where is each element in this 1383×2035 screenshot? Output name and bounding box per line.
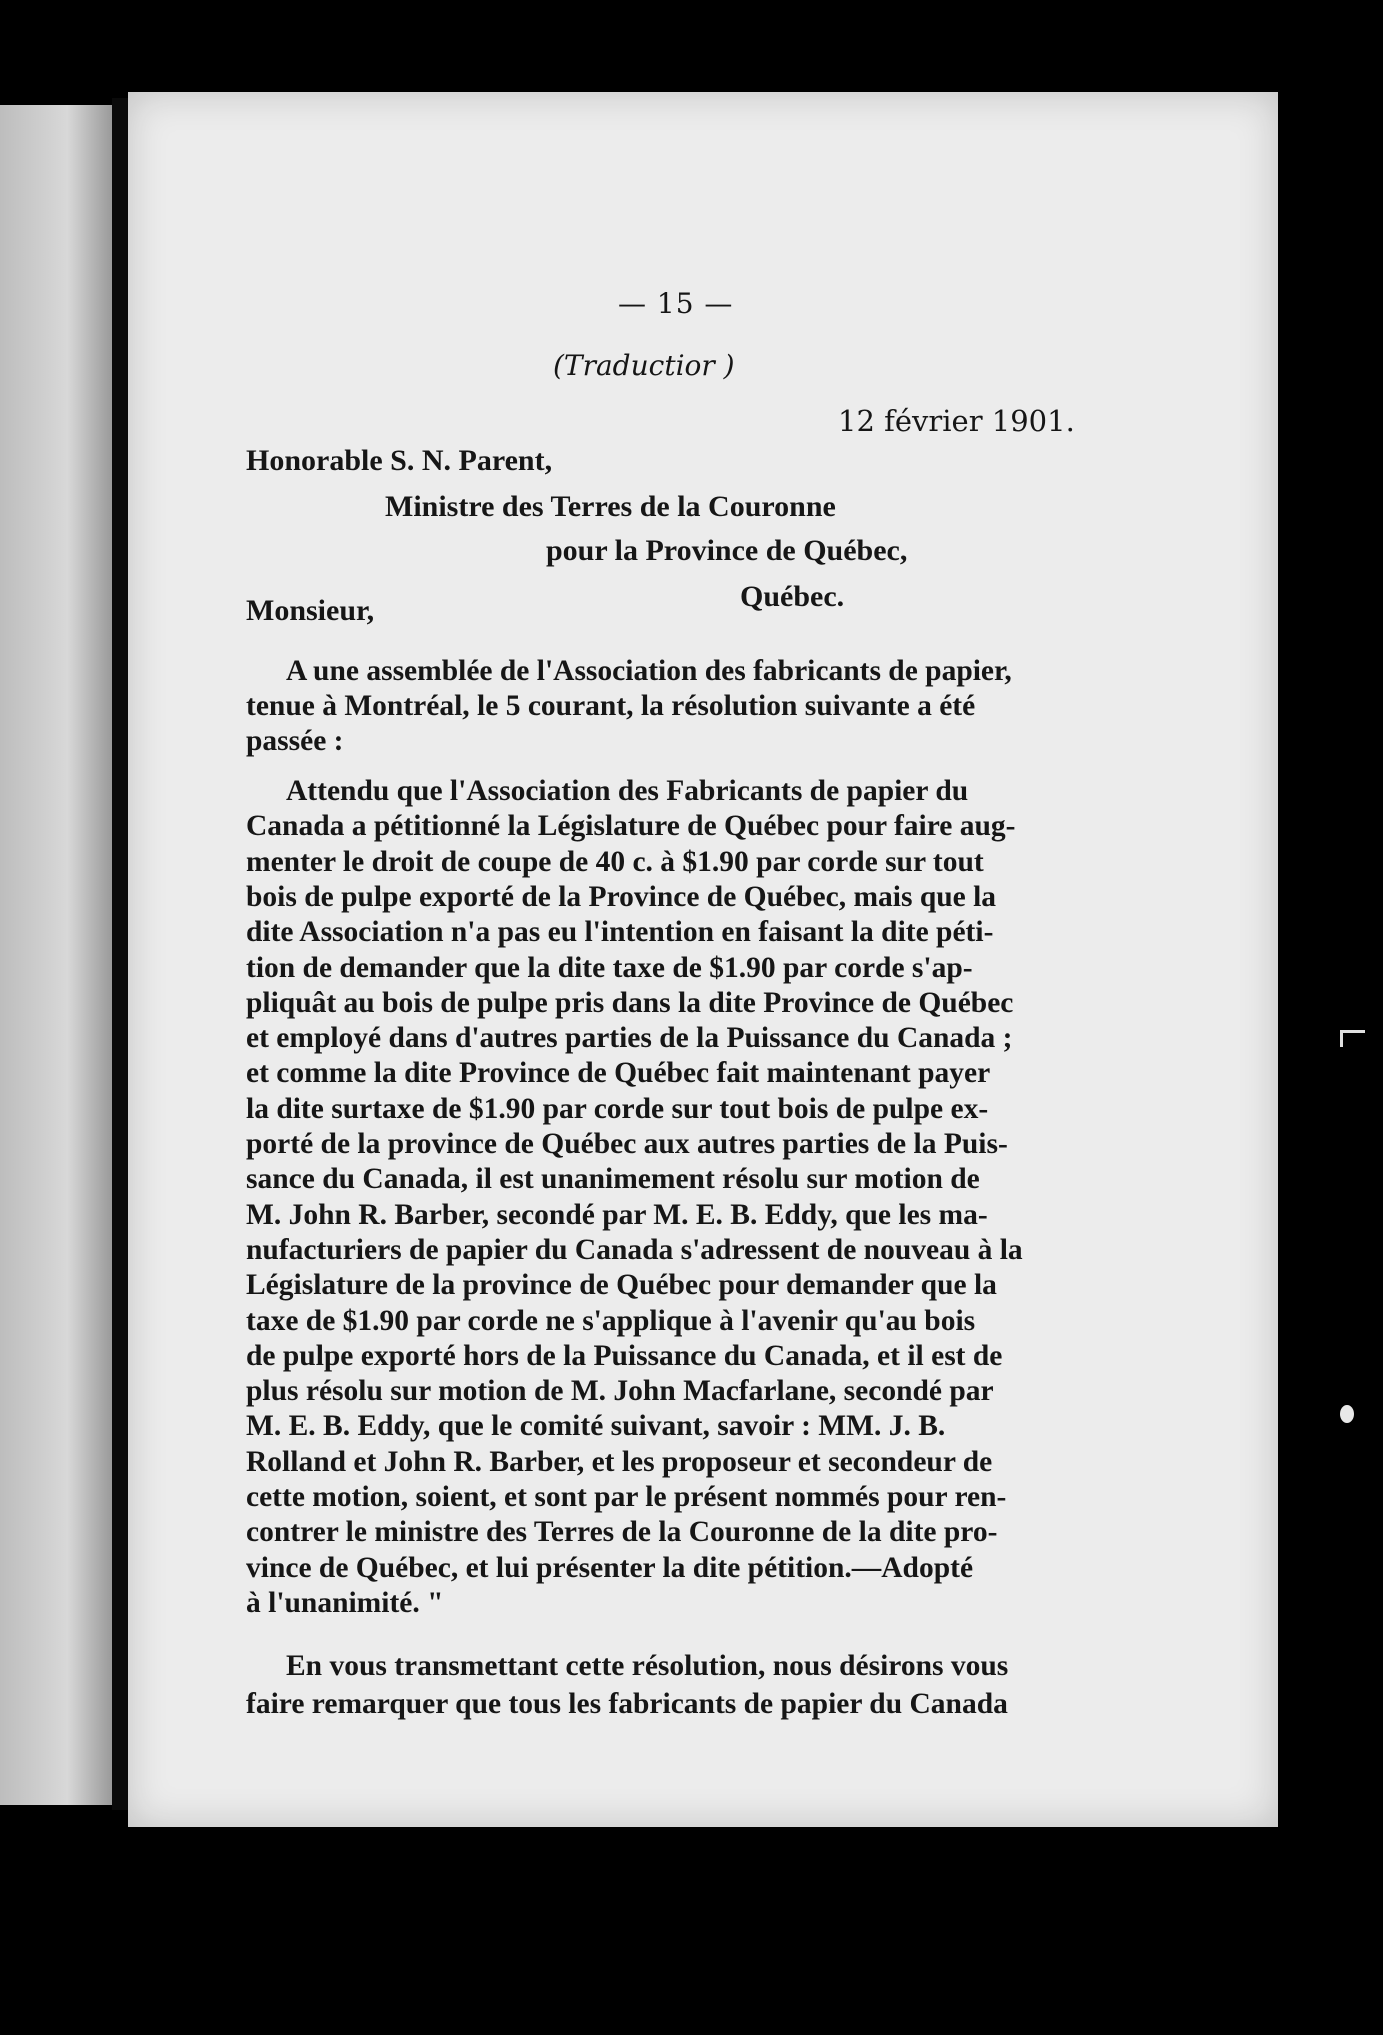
salutation: Monsieur,	[246, 594, 375, 627]
text-line: tion de demander que la dite taxe de $1.90 par corde s'ap-	[246, 951, 973, 984]
text-line: et comme la dite Province de Québec fait maintenant payer	[246, 1057, 991, 1090]
text-line: à l'unanimité. "	[246, 1586, 444, 1619]
text-line: bois de pulpe exporté de la Province de Québec, mais que la	[246, 880, 997, 913]
text-line: M. E. B. Eddy, que le comité suivant, savoir : MM. J. B.	[246, 1410, 946, 1443]
text-line: vince de Québec, et lui présenter la dite pétition.—Adopté	[246, 1551, 974, 1584]
text-line: cette motion, soient, et sont par le présent nommés pour ren-	[246, 1481, 1007, 1513]
address-line: Honorable S. N. Parent,	[246, 444, 553, 477]
text-line: plus résolu sur motion de M. John Macfarlane, secondé par	[246, 1375, 994, 1408]
text-line: A une assemblée de l'Association des fabricants de papier,	[286, 655, 1012, 687]
text-line: la dite surtaxe de $1.90 par corde sur tout bois de pulpe ex-	[246, 1092, 989, 1125]
text-line: Canada a pétitionné la Législature de Québec pour faire aug-	[246, 810, 1016, 843]
text-line: porté de la province de Québec aux autres parties de la Puis-	[246, 1128, 1008, 1160]
text-line: dite Association n'a pas eu l'intention en faisant la dite péti-	[246, 916, 994, 949]
address-line: Québec.	[740, 580, 845, 613]
text-line: contrer le ministre des Terres de la Couronne de la dite pro-	[246, 1516, 998, 1549]
text-line: Attendu que l'Association des Fabricants de papier du	[286, 775, 969, 807]
text-line: tenue à Montréal, le 5 courant, la résolution suivante a été	[246, 690, 976, 722]
text-line: faire remarquer que tous les fabricants de papier du Canada	[246, 1688, 1008, 1720]
page-number: — 15 —	[618, 287, 734, 320]
text-line: de pulpe exporté hors de la Puissance du Canada, et il est de	[246, 1339, 1003, 1372]
text-line: passée :	[246, 725, 344, 757]
text-line: sance du Canada, il est unanimement résolu sur motion de	[246, 1163, 980, 1196]
letter-date: 12 février 1901.	[838, 404, 1075, 438]
translation-heading: (Traductior )	[553, 349, 735, 382]
scan-margin-mark	[1340, 1030, 1365, 1047]
text-line: pliquât au bois de pulpe pris dans la dite Province de Québec	[246, 986, 1014, 1019]
text-line: taxe de $1.90 par corde ne s'applique à l'avenir qu'au bois	[246, 1304, 976, 1337]
text-line: Rolland et John R. Barber, et les proposeur et secondeur de	[246, 1445, 993, 1478]
address-line: pour la Province de Québec,	[546, 534, 908, 567]
text-line: menter le droit de coupe de 40 c. à $1.90 par corde sur tout	[246, 845, 984, 878]
text-line: Législature de la province de Québec pour demander que la	[246, 1269, 997, 1302]
binding-shadow	[112, 98, 128, 1810]
text-line: M. John R. Barber, secondé par M. E. B. Eddy, que les ma-	[246, 1198, 988, 1231]
facing-page-edge	[0, 105, 112, 1805]
address-line: Ministre des Terres de la Couronne	[385, 490, 836, 523]
text-line: et employé dans d'autres parties de la Puissance du Canada ;	[246, 1022, 1013, 1055]
scan-margin-blot	[1340, 1405, 1354, 1423]
text-line: En vous transmettant cette résolution, nous désirons vous	[286, 1650, 1009, 1682]
text-line: nufacturiers de papier du Canada s'adressent de nouveau à la	[246, 1233, 1023, 1266]
document-page	[128, 92, 1278, 1827]
